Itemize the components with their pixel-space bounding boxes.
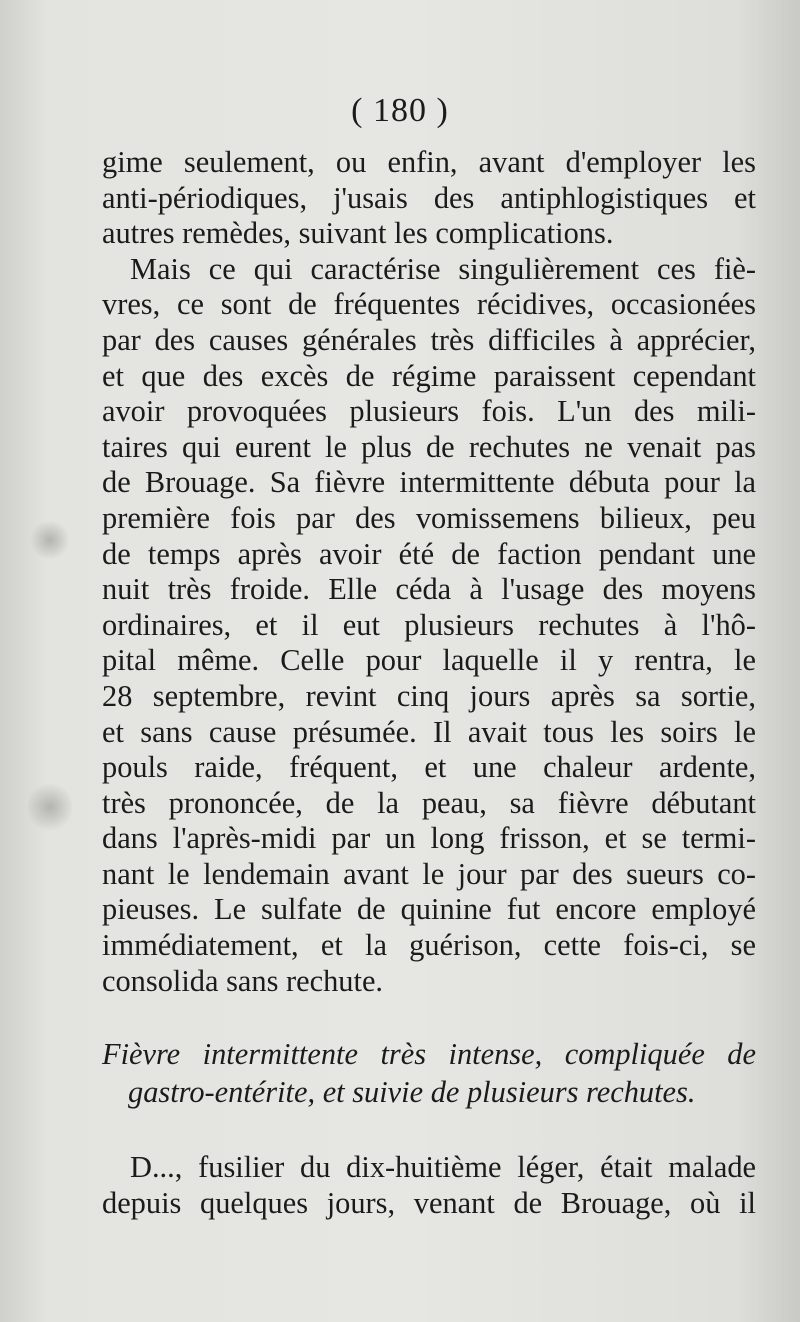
text-line: gime seulement, ou enfin, avant d'employer les: [102, 145, 756, 179]
text-line: Mais ce qui caractérise singulièrement ces fiè-: [130, 251, 756, 286]
case-heading: [102, 1035, 756, 1111]
body-paragraph: [102, 1150, 756, 1221]
text-line: nuit très froide. Elle céda à l'usage des moyens: [102, 572, 756, 607]
text-line: immédiatement, et la guérison, cette fois-ci, se: [102, 928, 756, 963]
text-line: anti-périodiques, j'usais des antiphlogistiques et: [102, 180, 756, 215]
ink-smudge: [30, 520, 70, 560]
text-line: D..., fusilier du dix-huitième léger, était malade: [130, 1150, 756, 1184]
text-line: autres remèdes, suivant les complications.: [102, 216, 614, 251]
text-line: consolida sans rechute.: [102, 963, 384, 998]
text-line: nant le lendemain avant le jour par des sueurs co-: [102, 856, 756, 891]
text-line: pieuses. Le sulfate de quinine fut encore employé: [102, 892, 756, 927]
text-line: 28 septembre, revint cinq jours après sa sortie,: [102, 678, 756, 713]
ink-smudge: [28, 780, 72, 834]
heading-line: gastro-entérite, et suivie de plusieurs rechutes.: [128, 1075, 696, 1109]
text-line: vres, ce sont de fréquentes récidives, occasionées: [102, 287, 756, 322]
text-line: première fois par des vomissemens bilieux, peu: [102, 500, 756, 535]
text-line: et sans cause présumée. Il avait tous les soirs le: [102, 714, 756, 749]
heading-line: Fièvre intermittente très intense, compliquée de: [102, 1037, 756, 1071]
text-line: pital même. Celle pour laquelle il y rentra, le: [102, 643, 756, 678]
text-line: très prononcée, de la peau, sa fièvre débutant: [102, 785, 756, 820]
body-paragraph: [102, 145, 756, 999]
text-line: taires qui eurent le plus de rechutes ne venait pas: [102, 429, 756, 464]
text-line: de Brouage. Sa fièvre intermittente débuta pour la: [102, 465, 756, 500]
text-line: depuis quelques jours, venant de Brouage, où il: [102, 1185, 756, 1220]
text-line: de temps après avoir été de faction pendant une: [102, 536, 756, 571]
text-line: pouls raide, fréquent, et une chaleur ardente,: [102, 750, 756, 785]
text-line: avoir provoquées plusieurs fois. L'un des mili-: [102, 394, 756, 429]
page-number: ( 180 ): [351, 92, 449, 129]
text-line: dans l'après-midi par un long frisson, et se termi-: [102, 821, 756, 856]
text-line: ordinaires, et il eut plusieurs rechutes à l'hô-: [102, 607, 756, 642]
text-line: par des causes générales très difficiles à apprécier,: [102, 322, 756, 357]
text-line: et que des excès de régime paraissent cependant: [102, 358, 756, 393]
